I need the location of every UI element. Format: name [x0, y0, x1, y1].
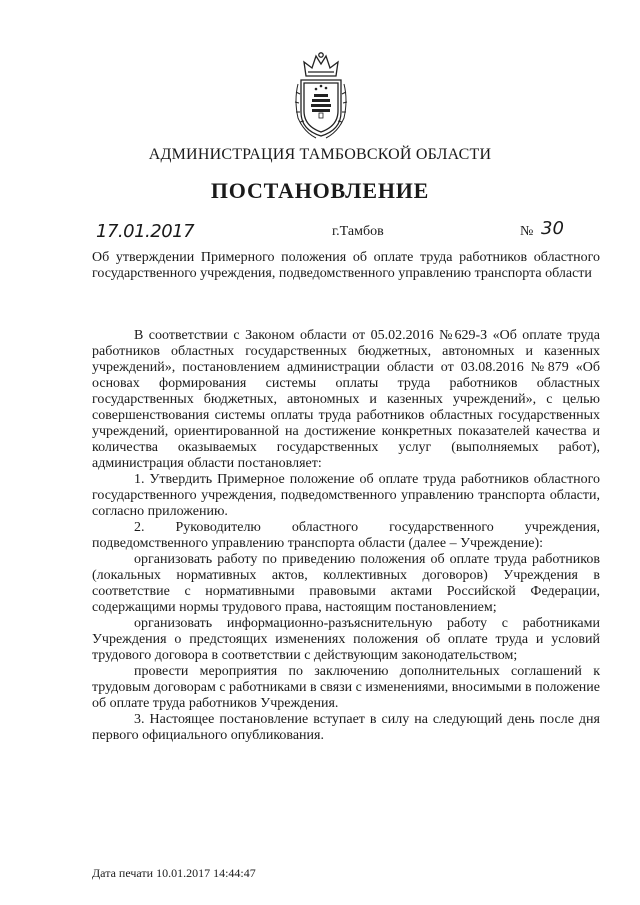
- paragraph-item-2-sub-2: организовать информационно-разъяснительную работу с работниками Учреждения о предстоящих изменениях положения об оплате труда и условий трудового договора в соответствии с действующим законодательством;: [92, 616, 600, 663]
- paragraph-item-2: 2. Руководителю областного государственного учреждения, подведомственного управлению транспорта области (далее – Учреждение):: [92, 520, 600, 551]
- organization-title: АДМИНИСТРАЦИЯ ТАМБОВСКОЙ ОБЛАСТИ: [148, 146, 492, 163]
- paragraph-item-2-sub-3: провести мероприятия по заключению дополнительных соглашений к трудовым договорам с работниками в связи с изменениями, вносимыми в положение об оплате труда работников Учреждения.: [92, 664, 600, 711]
- paragraph-item-1: 1. Утвердить Примерное положение об оплате труда работников областного государственного учреждения, подведомственного управлению транспорта области, согласно приложению.: [92, 472, 600, 519]
- print-date-footer: Дата печати 10.01.2017 14:44:47: [92, 866, 256, 880]
- paragraph-item-2-sub-1: организовать работу по приведению положения об оплате труда работников (локальных нормативных актов, коллективных договоров) Учреждения в соответствие с нормативными правовыми актами Российской Федерации, содержащими нормы трудового права, настоящим постановлением;: [92, 552, 600, 615]
- document-type-title: ПОСТАНОВЛЕНИЕ: [210, 178, 430, 203]
- paragraph-preamble: В соответствии с Законом области от 05.02.2016 №629-З «Об оплате труда работников областных государственных бюджетных, автономных и казенных учреждений», постановлением администрации области от 03.08.2016 №879 «Об основах формирования системы оплаты труда работников областных государственных бюджетных, автономных и казенных учреждений», с целью совершенствования системы оплаты труда работников областных государственных учреждений, ориентированной на достижение конкретных показателей качества и количества оказываемых государственных услуг (выполняемых работ), администрация области постановляет:: [92, 328, 600, 471]
- document-date: 17.01.2017: [96, 221, 195, 242]
- coat-of-arms-emblem-icon: [292, 50, 350, 140]
- document-city: г.Тамбов: [332, 224, 384, 239]
- document-subject: Об утверждении Примерного положения об оплате труда работников областного государственного учреждения, подведомственного управлению транспорта области: [92, 250, 600, 281]
- paragraph-item-3: 3. Настоящее постановление вступает в силу на следующий день после дня первого официального опубликования.: [92, 712, 600, 743]
- document-number-label: №: [520, 224, 534, 239]
- document-number: 30: [541, 218, 564, 239]
- document-body: [92, 328, 600, 744]
